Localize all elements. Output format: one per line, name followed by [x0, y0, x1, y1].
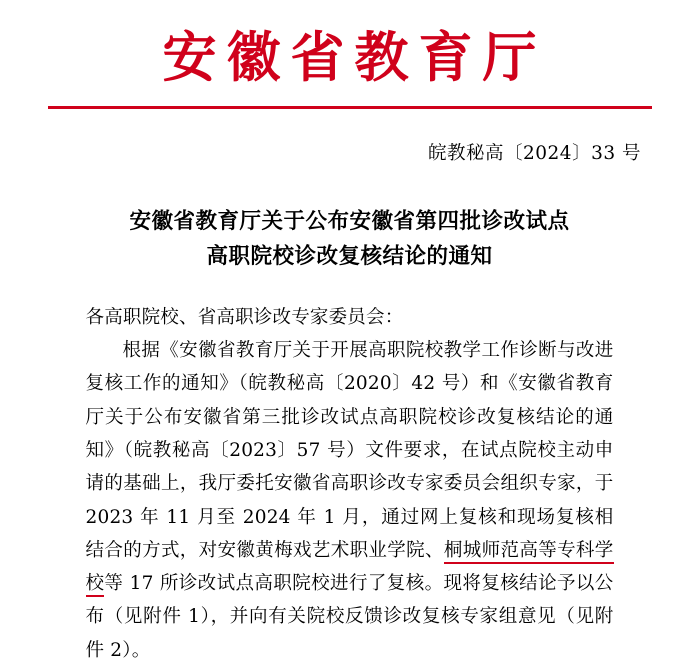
masthead-divider: [48, 106, 652, 109]
document-body: [86, 301, 614, 667]
issuing-authority-title: 安徽省教育厅: [162, 25, 547, 89]
document-title: [85, 205, 615, 275]
body-text-part-1: 根据《安徽省教育厅关于开展高职院校教学工作诊断与改进复核工作的通知》（皖教秘高〔2020〕42 号）和《安徽省教育厅关于公布安徽省第三批诊改试点高职院校诊改复核结论的通知》（皖教秘高〔2023〕57 号）文件要求，在试点院校主动申请的基础上，我厅委托安徽省高职诊改专家委员会组织专家，于 2023 年 11 月至 2024 年 1 月，通过网上复核和现场复核相结合的方式，对安徽黄梅戏艺术职业学院、: [85, 340, 614, 561]
document-number-row: [0, 139, 699, 165]
document-number: 皖教秘高〔2024〕33 号: [427, 143, 641, 165]
document-title-line-2: 高职院校诊改复核结论的通知: [206, 243, 493, 269]
highlighted-institution: 桐城师范高等专科学校: [86, 540, 614, 597]
body-text-part-2: 等 17 所诊改试点高职院校进行了复核。现将复核结论予以公布（见附件 1），并向有关院校反馈诊改复核专家组意见（见附件 2）。: [85, 573, 614, 661]
masthead: [0, 0, 699, 109]
document-title-line-1: 安徽省教育厅关于公布安徽省第四批诊改试点: [129, 209, 570, 235]
body-paragraph: [86, 334, 614, 667]
salutation: 各高职院校、省高职诊改专家委员会：: [85, 306, 404, 328]
